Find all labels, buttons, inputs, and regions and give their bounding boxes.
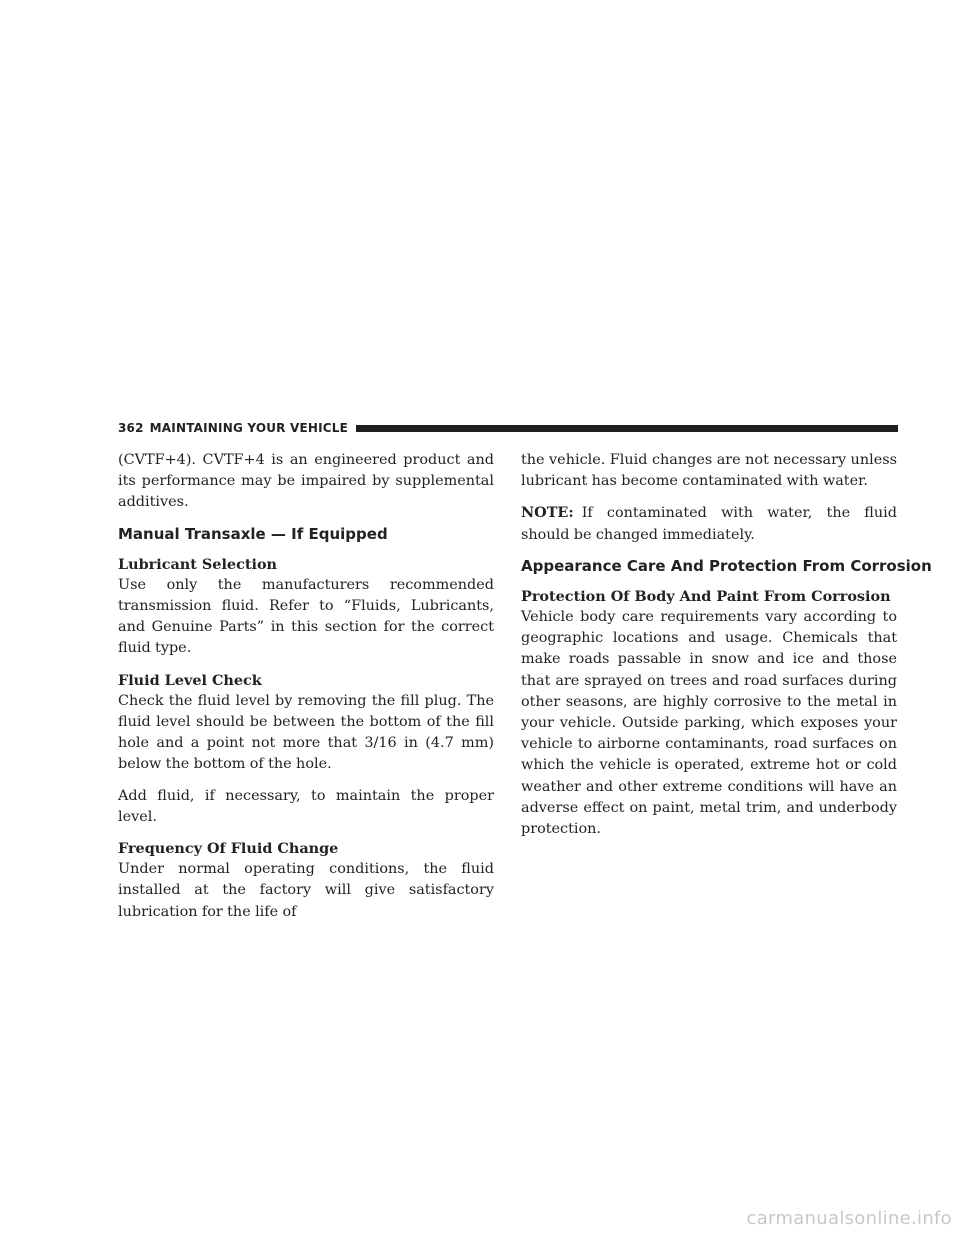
page-header <box>118 420 898 436</box>
protection-subheading: Protection Of Body And Paint From Corrosion <box>521 587 891 605</box>
header-rule <box>356 425 898 432</box>
frequency-of-fluid-change-text: Under normal operating conditions, the fluid installed at the factory will give satisfactory lubrication for the life of <box>118 861 494 920</box>
protection-text: Vehicle body care requirements vary according to geographic locations and usage. Chemicals that make roads passable in snow and ice and those that are sprayed on trees and road surfaces during other seasons, are highly corrosive to the metal in your vehicle. Outside parking, which exposes your vehicle to airborne contaminants, road surfaces on which the vehicle is operated, extreme hot or cold weather and other extreme conditions will have an adverse effect on paint, metal trim, and underbody protection. <box>521 609 897 838</box>
continued-paragraph: the vehicle. Fluid changes are not necessary unless lubricant has become contaminated with water. <box>521 452 897 490</box>
appearance-care-heading: Appearance Care And Protection From Corrosion <box>521 556 932 575</box>
note-paragraph <box>521 502 897 545</box>
add-fluid-text: Add fluid, if necessary, to maintain the proper level. <box>118 787 494 825</box>
intro-paragraph: (CVTF+4). CVTF+4 is an engineered product and its performance may be impaired by supplemental additives. <box>118 452 494 511</box>
frequency-of-fluid-change-subheading: Frequency Of Fluid Change <box>118 840 339 858</box>
lubricant-selection-text: Use only the manufacturers recommended transmission fluid. Refer to “Fluids, Lubricants, and Genuine Parts” in this section for the correct fluid type. <box>118 576 494 657</box>
lubricant-selection-subheading: Lubricant Selection <box>118 555 278 573</box>
left-column <box>118 450 494 923</box>
right-column <box>521 450 932 840</box>
fluid-level-check-subheading: Fluid Level Check <box>118 671 262 689</box>
manual-transaxle-heading: Manual Transaxle — If Equipped <box>118 524 388 543</box>
note-text: If contaminated with water, the fluid should be changed immediately. <box>521 505 897 543</box>
note-label: NOTE: <box>521 504 574 522</box>
watermark-text: carmanualsonline.info <box>746 1208 952 1229</box>
fluid-level-check-text: Check the fluid level by removing the fill plug. The fluid level should be between the bottom of the fill hole and a point not more that 3/16 in (4.7 mm) below the bottom of the hole. <box>118 692 494 773</box>
running-section-title: MAINTAINING YOUR VEHICLE <box>149 421 349 435</box>
page-number: 362 <box>118 421 144 435</box>
